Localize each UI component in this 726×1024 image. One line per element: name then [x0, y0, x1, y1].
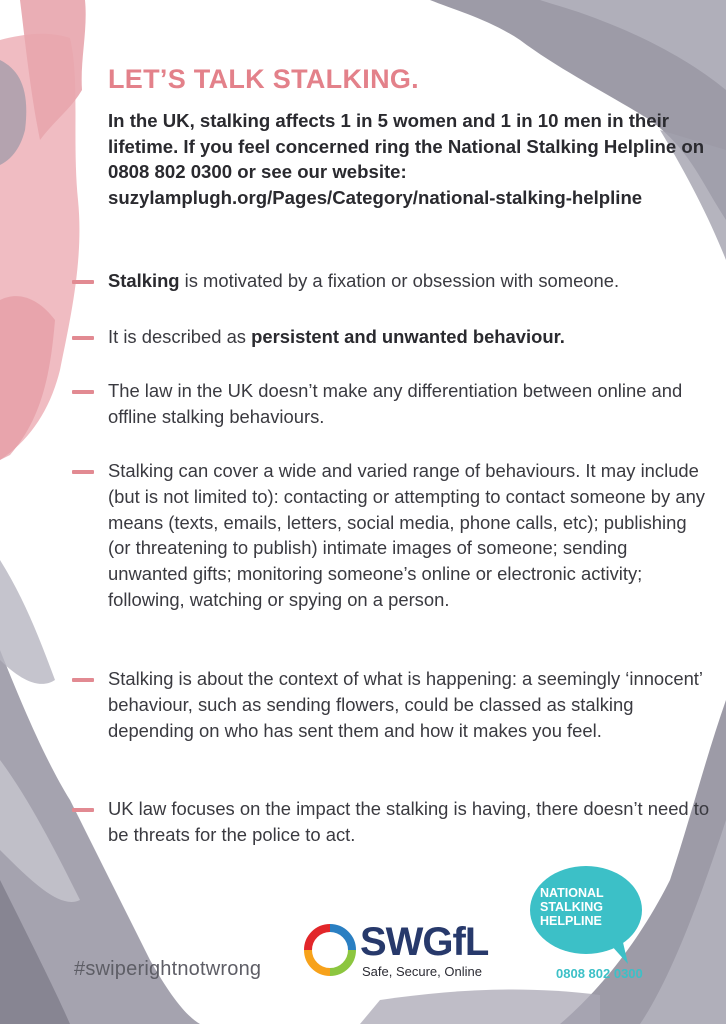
- bullet-dash: [72, 470, 94, 474]
- hashtag: #swiperightnotwrong: [74, 958, 262, 980]
- bullet-dash: [72, 678, 94, 682]
- swgfl-wordmark: SWGfL: [360, 920, 489, 964]
- helpline-phone: 0808 802 0300: [556, 966, 643, 981]
- bullet-dash: [72, 390, 94, 394]
- bullet-item: Stalking is about the context of what is happening: a seemingly ‘innocent’ behaviour, such as sending flowers, could be classed as stalking depending on who has sent them and how it makes you feel.: [72, 666, 712, 743]
- bullet-dash: [72, 336, 94, 340]
- helpline-name: NATIONAL STALKING HELPLINE: [540, 886, 604, 928]
- bullet-item: It is described as persistent and unwanted behaviour.: [72, 324, 565, 350]
- bullet-dash: [72, 808, 94, 812]
- bullet-item: Stalking can cover a wide and varied range of behaviours. It may include (but is not limited to): contacting or attempting to contact someone by any means (texts, emails, letters, social media, phone calls, etc); publishing (or threatening to publish) intimate images of someone; sending unwanted gifts; monitoring someone’s online or electronic activity; following, watching or spying on a person.: [72, 458, 712, 613]
- swgfl-ring-icon: [302, 922, 358, 978]
- page-title: LET’S TALK STALKING.: [108, 64, 419, 94]
- bullet-item: The law in the UK doesn’t make any differentiation between online and offline stalking behaviours.: [72, 378, 712, 430]
- swgfl-tagline: Safe, Secure, Online: [362, 964, 482, 979]
- swgfl-logo: [302, 920, 502, 984]
- bullet-item: Stalking is motivated by a fixation or obsession with someone.: [72, 268, 619, 294]
- national-stalking-helpline-logo: [528, 866, 678, 986]
- bullet-dash: [72, 280, 94, 284]
- intro-paragraph: In the UK, stalking affects 1 in 5 women and 1 in 10 men in their lifetime. If you feel concerned ring the National Stalking Helpline on 0808 802 0300 or see our website: suzylamplugh.org/Pages/Category/national-stalking-helpline: [108, 110, 705, 208]
- bullet-item: UK law focuses on the impact the stalking is having, there doesn’t need to be threats for the police to act.: [72, 796, 712, 848]
